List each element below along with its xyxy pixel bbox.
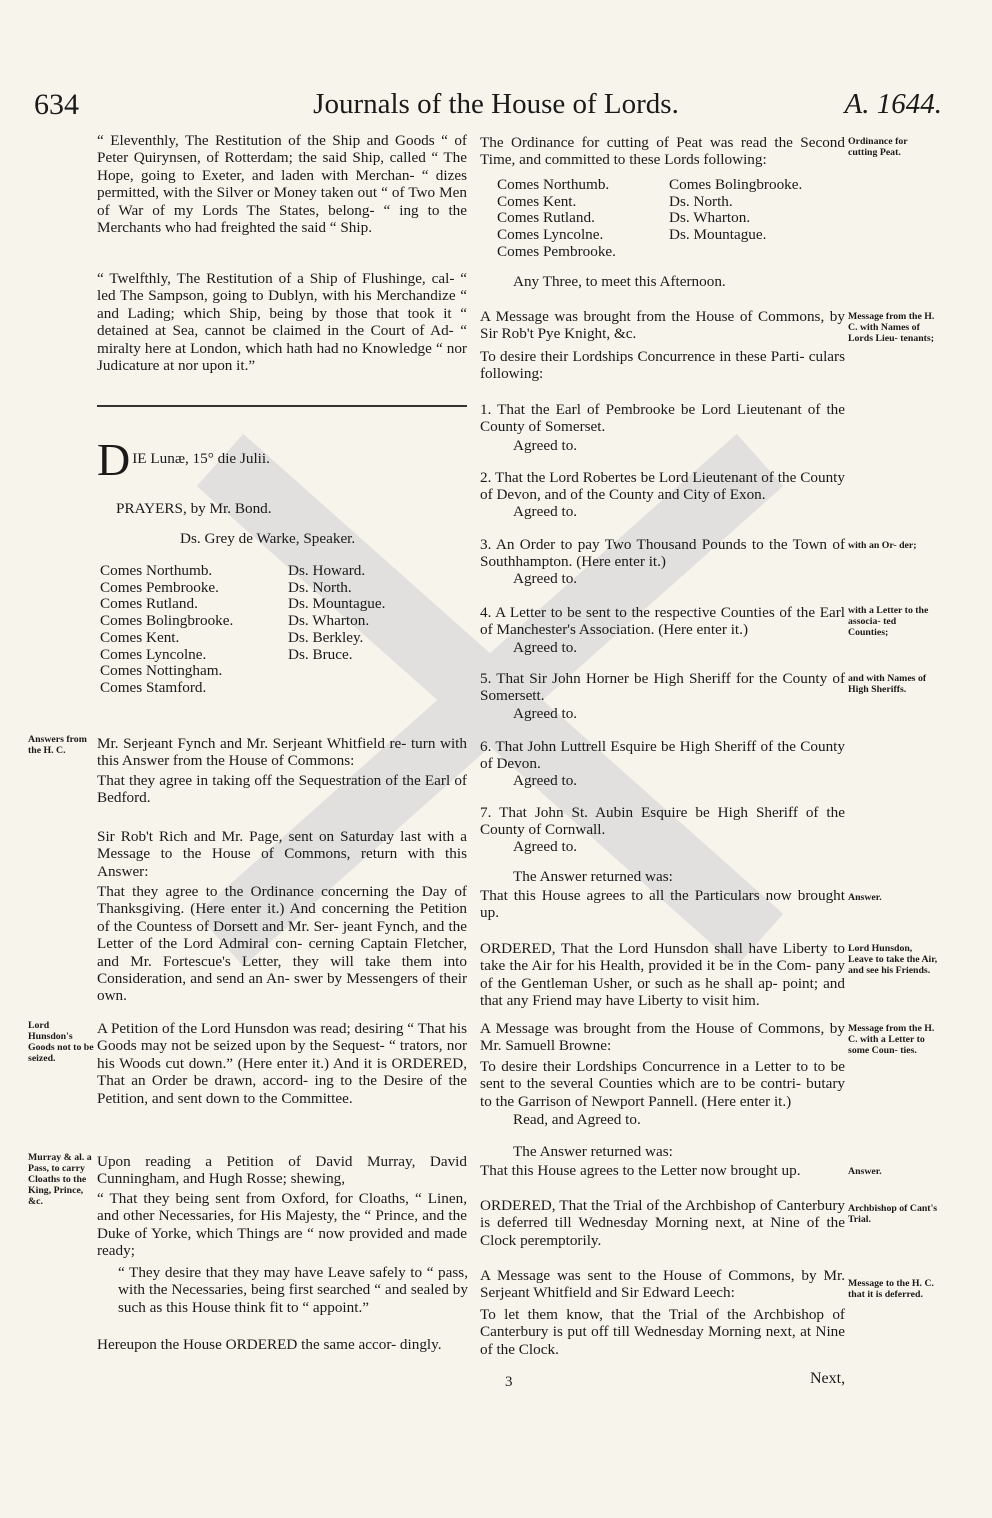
agreed-7: Agreed to. — [513, 838, 578, 855]
paragraph-let-know: To let them know, that the Trial of the Archbishop of Canterbury is put off till Wednesday Morning next, at Nine of the Clock. — [480, 1306, 845, 1358]
margin-note-order: with an Or- der; — [848, 540, 917, 551]
margin-note-message2: Message from the H. C. with a Letter to some Coun- ties. — [848, 1023, 935, 1056]
margin-note-peat: Ordinance for cutting Peat. — [848, 136, 908, 158]
paragraph-message-whitfield: A Message was sent to the House of Commons, by Mr. Serjeant Whitfield and Sir Edward Leech: — [480, 1267, 845, 1302]
lord-name: Comes Stamford. — [100, 678, 207, 696]
lord-name: Comes Pembrooke. — [100, 578, 219, 596]
read-agreed: Read, and Agreed to. — [513, 1111, 641, 1128]
item-6: 6. That John Luttrell Esquire be High Sheriff of the County of Devon. — [480, 738, 845, 773]
item-7: 7. That John St. Aubin Esquire be High Sheriff of the County of Cornwall. — [480, 804, 845, 839]
peat-committee-right — [669, 177, 802, 244]
lord-name: Ds. North. — [288, 578, 352, 596]
paragraph-message-browne: A Message was brought from the House of Commons, by Mr. Samuell Browne: — [480, 1020, 845, 1055]
answer-returned-2: The Answer returned was: — [513, 1143, 673, 1160]
paragraph-trial-deferred: ORDERED, That the Trial of the Archbishop of Canterbury is deferred till Wednesday Morning next, at Nine of the Clock peremptorily. — [480, 1197, 845, 1249]
section-divider — [97, 405, 467, 407]
paragraph-agrees-all: That this House agrees to all the Particulars now brought up. — [480, 887, 845, 922]
lord-name: Ds. Berkley. — [288, 628, 364, 646]
paragraph-oxford: “ That they being sent from Oxford, for Cloaths, “ Linen, and other Necessaries, for His Majesty, the “ Prince, and the Duke of Yorke, which Things are “ now provided and made ready; — [97, 1190, 467, 1260]
margin-note-hunsdon: Lord Hunsdon's Goods not to be seized. — [28, 1020, 94, 1064]
agreed-3: Agreed to. — [513, 570, 578, 587]
lords-present-left — [100, 563, 233, 697]
running-title: Journals of the House of Lords. — [313, 88, 679, 120]
lord-name: Comes Northumb. — [100, 562, 213, 579]
any-three-line: Any Three, to meet this Afternoon. — [513, 273, 726, 290]
lord-name: Comes Kent. — [100, 628, 180, 646]
lord-name: Ds. Bruce. — [288, 645, 353, 663]
lord-name: Ds. Howard. — [288, 562, 366, 579]
lord-name: Comes Rutland. — [100, 595, 198, 613]
lord-name: Ds. Mountague. — [669, 226, 767, 244]
lord-name: Comes Bolingbrooke. — [669, 176, 803, 193]
margin-note-answer2: Answer. — [848, 1166, 882, 1177]
signature-mark: 3 — [505, 1374, 513, 1390]
paragraph-answers: Mr. Serjeant Fynch and Mr. Serjeant Whitfield re- turn with this Answer from the House of Commons: — [97, 735, 467, 770]
item-2: 2. That the Lord Robertes be Lord Lieutenant of the County of Devon, and of the County and City of Exon. — [480, 469, 845, 504]
paragraph-thanksgiving: That they agree to the Ordinance concerning the Day of Thanksgiving. (Here enter it.) And concerning the Petition of the Countess of Dorsett and Mr. Ser- jeant Fynch, and the Letter of the Lord Admiral con- cerning Captain Fletcher, and Mr. Fortescue's Letter, they will take them into Consideration, and send an An- swer by Messengers of their own. — [97, 883, 467, 1005]
paragraph-desire-particulars: To desire their Lordships Concurrence in these Parti- culars following: — [480, 348, 845, 383]
agreed-4: Agreed to. — [513, 639, 578, 656]
catchword: Next, — [810, 1370, 846, 1387]
speaker-line: Ds. Grey de Warke, Speaker. — [180, 530, 356, 547]
paragraph-peat: The Ordinance for cutting of Peat was read the Second Time, and committed to these Lords following: — [480, 134, 845, 169]
margin-note-answers: Answers from the H. C. — [28, 734, 87, 756]
lord-name: Comes Bolingbrooke. — [100, 612, 234, 630]
lord-name: Ds. Wharton. — [288, 612, 370, 630]
item-3: 3. An Order to pay Two Thousand Pounds to the Town of Southhampton. (Here enter it.) — [480, 536, 845, 571]
paragraph-leave: “ They desire that they may have Leave safely to “ pass, with the Necessaries, being first searched “ and sealed by such as this House think fit to “ appoint.” — [118, 1264, 468, 1316]
item-1: 1. That the Earl of Pembrooke be Lord Lieutenant of the County of Somerset. — [480, 401, 845, 436]
margin-note-answer: Answer. — [848, 892, 882, 903]
paragraph-twelfthly: “ Twelfthly, The Restitution of a Ship of Flushinge, cal- “ led The Sampson, going to Dublyn, with his Merchandize “ and Lading; which Ship, being by those that took it “ detained at Sea, cannot be claimed in the Court of Ad- “ miralty here at London, which hath had no Knowledge “ nor Judicature at nor upon it.” — [97, 270, 467, 375]
lord-name: Ds. Mountague. — [288, 595, 386, 613]
lord-name: Comes Lyncolne. — [100, 645, 207, 663]
margin-note-message3: Message to the H. C. that it is deferred. — [848, 1278, 934, 1300]
paragraph-desire-letter: To desire their Lordships Concurrence in a Letter to to be sent to the several Counties which are to be contri- butary to the Garrison of Newport Pannell. (Here enter it.) — [480, 1058, 845, 1110]
prayers-line: PRAYERS, by Mr. Bond. — [116, 500, 272, 517]
agreed-2: Agreed to. — [513, 503, 578, 520]
paragraph-ordered-hunsdon: ORDERED, That the Lord Hunsdon shall have Liberty to take the Air for his Health, provided it be in the Com- pany of the Gentleman Usher, or such as he shall ap- point; and that any Friend may have Liberty to visit him. — [480, 940, 845, 1010]
margin-note-letter: with a Letter to the associa- ted Counties; — [848, 605, 929, 638]
date-heading: D IE Lunæ, 15° die Julii. — [97, 434, 270, 485]
agreed-5: Agreed to. — [513, 705, 578, 722]
lord-name: Ds. North. — [669, 192, 733, 210]
item-5: 5. That Sir John Horner be High Sheriff for the County of Somersett. — [480, 670, 845, 705]
margin-note-archbishop: Archbishop of Cant's Trial. — [848, 1203, 938, 1225]
lord-name: Ds. Wharton. — [669, 209, 751, 227]
paragraph-hunsdon-petition: A Petition of the Lord Hunsdon was read; desiring “ That his Goods may not be seized upon by the Sequest- “ trators, nor his Woods cut down.” (Here enter it.) And it is ORDERED, That an Order be drawn, accord- ing to the Desire of the Petition, and sent down to the Committee. — [97, 1020, 467, 1107]
lords-present-right — [288, 563, 385, 663]
paragraph-agrees-letter: That this House agrees to the Letter now brought up. — [480, 1162, 801, 1179]
margin-note-murray: Murray & al. a Pass, to carry Cloaths to the King, Prince, &c. — [28, 1152, 92, 1207]
paragraph-murray: Upon reading a Petition of David Murray, David Cunningham, and Hugh Rosse; shewing, — [97, 1153, 467, 1188]
paragraph-sequestration: That they agree in taking off the Sequestration of the Earl of Bedford. — [97, 772, 467, 807]
paragraph-rich: Sir Rob't Rich and Mr. Page, sent on Saturday last with a Message to the House of Commons, return with this Answer: — [97, 828, 467, 880]
lord-name: Comes Nottingham. — [100, 662, 223, 680]
lord-name: Comes Northumb. — [497, 176, 610, 193]
lord-name: Comes Lyncolne. — [497, 226, 604, 244]
drop-cap: D — [97, 434, 131, 485]
paragraph-hereupon: Hereupon the House ORDERED the same accor- dingly. — [97, 1336, 442, 1353]
agreed-6: Agreed to. — [513, 772, 578, 789]
paragraph-eleventhly: “ Eleventhly, The Restitution of the Ship and Goods “ of Peter Quirynsen, of Rotterdam; the said Ship, called “ The Hope, going to Exeter, and laden with Merchan- “ dizes permitted, with the Silver or Money taken out “ of Two Men of War of my Lords The States, belong- “ ing to the Merchants who had freighted the said “ Ship. — [97, 132, 467, 237]
answer-returned-1: The Answer returned was: — [513, 868, 673, 885]
paragraph-message-pye: A Message was brought from the House of Commons, by Sir Rob't Pye Knight, &c. — [480, 308, 845, 343]
peat-committee-left — [497, 177, 616, 261]
lord-name: Comes Kent. — [497, 192, 577, 210]
agreed-1: Agreed to. — [513, 437, 578, 454]
lord-name: Comes Pembrooke. — [497, 242, 616, 260]
margin-note-message: Message from the H. C. with Names of Lords Lieu- tenants; — [848, 311, 935, 344]
margin-note-hunsdon-air: Lord Hunsdon, Leave to take the Air, and see his Friends. — [848, 943, 938, 976]
item-4: 4. A Letter to be sent to the respective Counties of the Earl of Manchester's Association. (Here enter it.) — [480, 604, 845, 639]
year-heading: A. 1644. — [844, 88, 942, 120]
page-number: 634 — [34, 88, 79, 121]
lord-name: Comes Rutland. — [497, 209, 595, 227]
margin-note-sheriffs: and with Names of High Sheriffs. — [848, 673, 927, 695]
